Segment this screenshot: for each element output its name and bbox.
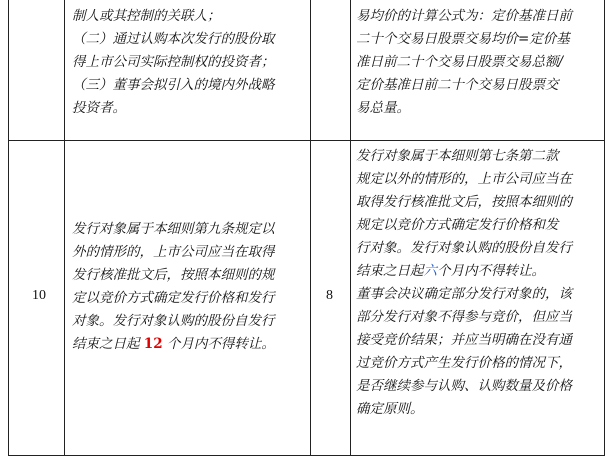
column-divider-3 bbox=[350, 0, 351, 456]
text-line: 制人或其控制的关联人； bbox=[72, 8, 221, 24]
text-segment: 结束之日起 bbox=[356, 263, 424, 279]
text-segment: 个月内不得转让。 bbox=[437, 263, 545, 279]
text-line: 确定原则。 bbox=[356, 401, 424, 417]
row1-middle-cell bbox=[72, 5, 306, 120]
text-line: 取得发行核准批文后，按照本细则的 bbox=[356, 194, 572, 210]
text-line: 准日前二十个交易日股票交易总额/ bbox=[356, 54, 564, 70]
column-divider-1 bbox=[64, 0, 65, 456]
comparison-table bbox=[8, 0, 605, 456]
text-line: 发行对象属于本细则第七条第二款 bbox=[356, 148, 559, 164]
text-line: 定价基准日前二十个交易日股票交 bbox=[356, 77, 559, 93]
text-line: 对象。发行对象认购的股份自发行 bbox=[72, 313, 275, 329]
text-line: 接受竞价结果；并应当明确在没有通 bbox=[356, 332, 572, 348]
text-line: 易均价的计算公式为：定价基准日前 bbox=[356, 8, 572, 24]
text-line: 过竞价方式产生发行价格的情况下， bbox=[356, 355, 572, 371]
row2-number-new: 8 bbox=[326, 288, 333, 303]
table-border-right bbox=[604, 0, 605, 456]
text-line: 部分发行对象不得参与竞价，但应当 bbox=[356, 309, 572, 325]
text-line: 发行核准批文后，按照本细则的规 bbox=[72, 267, 275, 283]
text-line bbox=[72, 333, 306, 356]
text-line: 规定以外的情形的，上市公司应当在 bbox=[356, 171, 572, 187]
text-line: 二十个交易日股票交易均价=定价基 bbox=[356, 31, 570, 47]
table-border-bottom bbox=[8, 455, 605, 456]
row2-number-old: 10 bbox=[32, 288, 46, 303]
text-line: 外的情形的，上市公司应当在取得 bbox=[72, 244, 275, 260]
text-line: 董事会决议确定部分发行对象的，该 bbox=[356, 286, 572, 302]
text-line: 易总量。 bbox=[356, 100, 410, 116]
row2-right-cell bbox=[356, 145, 600, 421]
text-line: （二）通过认购本次发行的股份取 bbox=[72, 31, 275, 47]
lockup-months-highlight: 12 bbox=[143, 336, 163, 352]
text-line: 得上市公司实际控制权的投资者； bbox=[72, 54, 275, 70]
text-segment: 个月内不得转让。 bbox=[162, 336, 275, 352]
text-line bbox=[356, 260, 600, 283]
row1-right-cell bbox=[356, 5, 600, 120]
row2-middle-cell bbox=[72, 218, 306, 356]
lockup-months-highlight: 六 bbox=[423, 263, 437, 279]
text-segment: 结束之日起 bbox=[72, 336, 144, 352]
text-line: 行对象。发行对象认购的股份自发行 bbox=[356, 240, 572, 256]
text-line: 规定以竞价方式确定发行价格和发 bbox=[356, 217, 559, 233]
text-line: 定以竞价方式确定发行价格和发行 bbox=[72, 290, 275, 306]
text-line: （三）董事会拟引入的境内外战略 bbox=[72, 77, 275, 93]
table-border-left bbox=[8, 0, 9, 456]
text-line: 发行对象属于本细则第九条规定以 bbox=[72, 221, 275, 237]
text-line: 投资者。 bbox=[72, 100, 126, 116]
row-divider bbox=[8, 140, 605, 141]
column-divider-2 bbox=[310, 0, 311, 456]
text-line: 是否继续参与认购、认购数量及价格 bbox=[356, 378, 572, 394]
